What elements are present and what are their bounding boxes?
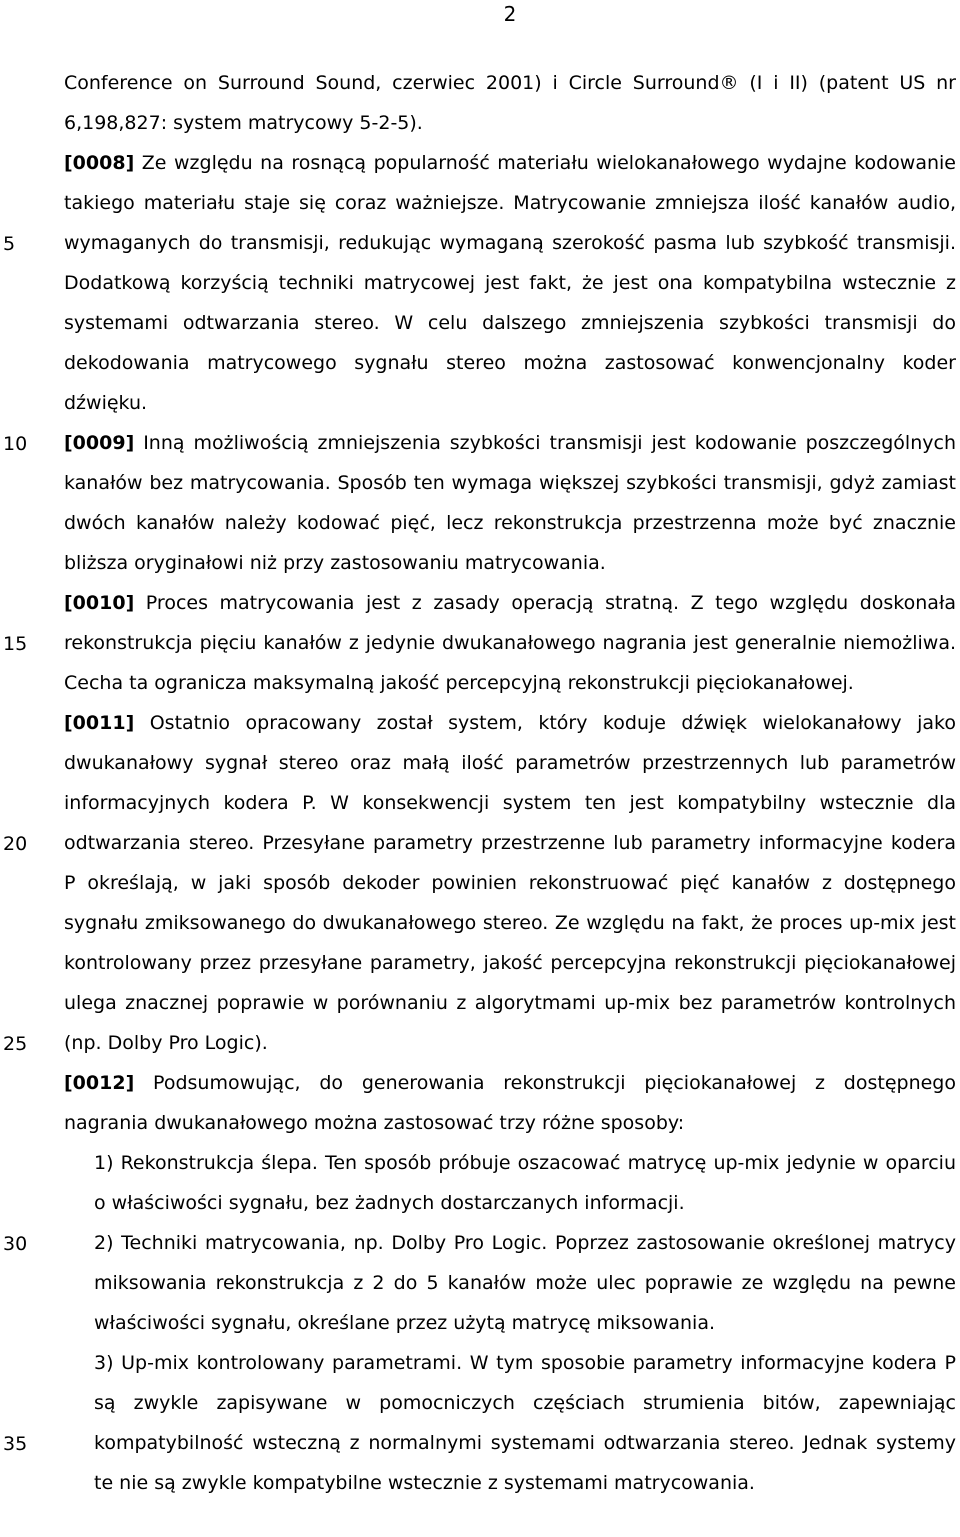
paragraph-continuation: [64, 63, 956, 143]
paragraph-0012: [64, 1063, 956, 1143]
paragraph-text: Ostatnio opracowany został system, który koduje dźwięk wielokanałowy jako dwukanałowy sygnał stereo oraz małą ilość parametrów przestrzennych lub parametrów informacyjnych kodera P. W konsekwencji system ten jest kompatybilny wstecznie dla odtwarzania stereo. Przesyłane parametry przestrzenne lub parametry informacyjne kodera P określają, w jaki sposób dekoder powinien rekonstruować pięć kanałów z dostępnego sygnału zmiksowanego do dwukanałowego stereo. Ze względu na fakt, że proces up-mix jest kontrolowany przez przesyłane parametry, jakość percepcyjna rekonstrukcji pięciokanałowej ulega znacznej poprawie w porównaniu z algorytmami up-mix bez parametrów kontrolnych (np. Dolby Pro Logic).: [64, 712, 956, 1054]
paragraph-id: [0008]: [64, 152, 135, 174]
paragraph-0010: [64, 583, 956, 703]
line-number: 10: [3, 433, 28, 455]
paragraph-id: [0009]: [64, 432, 135, 454]
line-number: 5: [3, 233, 16, 255]
list-item: 1) Rekonstrukcja ślepa. Ten sposób próbuje oszacować matrycę up-mix jedynie w oparciu o właściwości sygnału, bez żadnych dostarczanych informacji.: [94, 1152, 956, 1214]
paragraph-text: Podsumowując, do generowania rekonstrukcji pięciokanałowej z dostępnego nagrania dwukanałowego można zastosować trzy różne sposoby:: [64, 1072, 956, 1134]
paragraph-0009: [64, 423, 956, 583]
paragraph-text: Ze względu na rosnącą popularność materiału wielokanałowego wydajne kodowanie takiego materiału staje się coraz ważniejsze. Matrycowanie zmniejsza ilość kanałów audio, wymaganych do transmisji, redukując wymaganą szerokość pasma lub szybkość transmisji. Dodatkową korzyścią techniki matrycowej jest fakt, że jest ona kompatybilna wstecznie z systemami odtwarzania stereo. W celu dalszego zmniejszenia szybkości transmisji do dekodowania matrycowego sygnału stereo można zastosować konwencjonalny koder dźwięku.: [64, 152, 956, 414]
document-body: [64, 63, 956, 1503]
page-number: 2: [503, 2, 517, 26]
paragraph-id: [0012]: [64, 1072, 135, 1094]
line-number: 25: [3, 1033, 28, 1055]
paragraph-text: Proces matrycowania jest z zasady operacją stratną. Z tego względu doskonała rekonstrukcja pięciu kanałów z jedynie dwukanałowego nagrania jest generalnie niemożliwa. Cecha ta ogranicza maksymalną jakość percepcyjną rekonstrukcji pięciokanałowej.: [64, 592, 956, 694]
list-item: 2) Techniki matrycowania, np. Dolby Pro Logic. Poprzez zastosowanie określonej matrycy miksowania rekonstrukcja z 2 do 5 kanałów może ulec poprawie ze względu na pewne właściwości sygnału, określane przez użytą matrycę miksowania.: [94, 1232, 956, 1334]
line-number: 35: [3, 1433, 28, 1455]
line-number: 20: [3, 833, 28, 855]
line-number: 15: [3, 633, 28, 655]
paragraph-text: Inną możliwością zmniejszenia szybkości transmisji jest kodowanie poszczególnych kanałów bez matrycowania. Sposób ten wymaga większej szybkości transmisji, gdyż zamiast dwóch kanałów należy kodować pięć, lecz rekonstrukcja przestrzenna może być znacznie bliższa oryginałowi niż przy zastosowaniu matrycowania.: [64, 432, 956, 574]
list-item: 3) Up-mix kontrolowany parametrami. W tym sposobie parametry informacyjne kodera P są zwykle zapisywane w pomocniczych częściach strumienia bitów, zapewniając kompatybilność wsteczną z normalnymi systemami odtwarzania stereo. Jednak systemy te nie są zwykle kompatybilne wstecznie z systemami matrycowania.: [94, 1352, 956, 1494]
paragraph-0011: [64, 703, 956, 1063]
line-number: 30: [3, 1233, 28, 1255]
paragraph-0008: [64, 143, 956, 423]
paragraph-id: [0011]: [64, 712, 135, 734]
paragraph-text: Conference on Surround Sound, czerwiec 2001) i Circle Surround® (I i II) (patent US nr 6,198,827: system matrycowy 5-2-5).: [64, 72, 956, 134]
paragraph-id: [0010]: [64, 592, 135, 614]
